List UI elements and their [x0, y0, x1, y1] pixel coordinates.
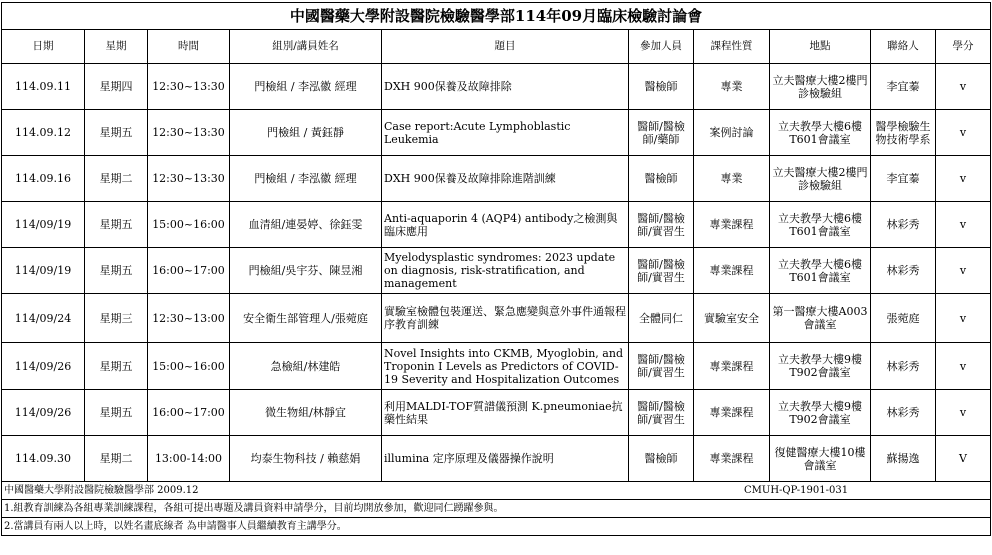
cell-weekday: 星期五: [85, 110, 148, 156]
cell-topic: 利用MALDI-TOF質譜儀預測 K.pneumoniae抗藥性結果: [382, 390, 629, 436]
footer-org-cell: [2, 482, 871, 500]
cell-date: 114/09/19: [2, 202, 85, 248]
cell-location: 立夫教學大樓6樓T601會議室: [770, 110, 871, 156]
cell-type: 專業課程: [694, 343, 770, 390]
cell-topic: illumina 定序原理及儀器操作說明: [382, 436, 629, 482]
table-row: [2, 248, 991, 294]
cell-contact: 林彩秀: [871, 202, 936, 248]
cell-date: 114.09.30: [2, 436, 85, 482]
header-type: 課程性質: [694, 30, 770, 64]
cell-weekday: 星期二: [85, 156, 148, 202]
cell-time: 15:00~16:00: [148, 343, 230, 390]
cell-type: 專業課程: [694, 390, 770, 436]
cell-topic: DXH 900保養及故障排除: [382, 64, 629, 110]
table-row: [2, 390, 991, 436]
cell-contact: 醫學檢驗生物技術學系: [871, 110, 936, 156]
cell-date: 114/09/26: [2, 390, 85, 436]
cell-date: 114.09.11: [2, 64, 85, 110]
cell-topic: Case report:Acute Lymphoblastic Leukemia: [382, 110, 629, 156]
cell-date: 114.09.12: [2, 110, 85, 156]
cell-weekday: 星期三: [85, 294, 148, 343]
header-contact: 聯絡人: [871, 30, 936, 64]
cell-location: 立夫教學大樓9樓T902會議室: [770, 390, 871, 436]
header-row: [2, 30, 991, 64]
cell-contact: 蘇揚逸: [871, 436, 936, 482]
footer-note-2: 2.當講員有兩人以上時，以姓名畫底線者 為申請醫事人員繼續教育主講學分。: [2, 518, 991, 536]
cell-contact: 林彩秀: [871, 343, 936, 390]
cell-credit: v: [936, 110, 991, 156]
cell-type: 專業課程: [694, 248, 770, 294]
cell-location: 立夫教學大樓6樓T601會議室: [770, 248, 871, 294]
table-row: [2, 202, 991, 248]
cell-location: 立夫教學大樓9樓T902會議室: [770, 343, 871, 390]
cell-credit: v: [936, 156, 991, 202]
cell-attendees: 全體同仁: [629, 294, 694, 343]
cell-time: 12:30~13:30: [148, 64, 230, 110]
cell-weekday: 星期二: [85, 436, 148, 482]
cell-time: 16:00~17:00: [148, 390, 230, 436]
cell-location: 立夫醫療大樓2樓門診檢驗組: [770, 156, 871, 202]
table-row: [2, 110, 991, 156]
header-time: 時間: [148, 30, 230, 64]
cell-time: 15:00~16:00: [148, 202, 230, 248]
cell-date: 114/09/19: [2, 248, 85, 294]
cell-type: 實驗室安全: [694, 294, 770, 343]
schedule-table: [1, 2, 991, 536]
page-title: 中國醫藥大學附設醫院檢驗醫學部114年09月臨床檢驗討論會: [2, 3, 991, 30]
cell-time: 12:30~13:30: [148, 156, 230, 202]
cell-speaker: 門檢組 / 黃鈺靜: [230, 110, 382, 156]
table-row: [2, 343, 991, 390]
cell-type: 專業課程: [694, 436, 770, 482]
cell-type: 專業: [694, 156, 770, 202]
cell-time: 13:00-14:00: [148, 436, 230, 482]
cell-speaker: 均泰生物科技 / 賴慈娟: [230, 436, 382, 482]
cell-location: 立夫醫療大樓2樓門診檢驗組: [770, 64, 871, 110]
cell-date: 114/09/26: [2, 343, 85, 390]
cell-speaker: 安全衛生部管理人/張菀庭: [230, 294, 382, 343]
cell-topic: DXH 900保養及故障排除進階訓練: [382, 156, 629, 202]
footer-org: 中國醫藥大學附設醫院檢驗醫學部 2009.12: [4, 485, 199, 496]
cell-contact: 林彩秀: [871, 390, 936, 436]
cell-location: 復健醫療大樓10樓會議室: [770, 436, 871, 482]
cell-credit: v: [936, 343, 991, 390]
cell-attendees: 醫檢師: [629, 64, 694, 110]
header-weekday: 星期: [85, 30, 148, 64]
cell-time: 16:00~17:00: [148, 248, 230, 294]
cell-attendees: 醫師/醫檢師/藥師: [629, 110, 694, 156]
footer-note-1: 1.組教育訓練為各組專業訓練課程，各組可提出專題及講員資料申請學分，目前均開放參加，歡迎同仁踴躍參與。: [2, 500, 991, 518]
header-attendees: 參加人員: [629, 30, 694, 64]
cell-speaker: 急檢組/林建皓: [230, 343, 382, 390]
cell-speaker: 門檢組 / 李泓徽 經理: [230, 156, 382, 202]
cell-weekday: 星期五: [85, 343, 148, 390]
cell-topic: Myelodysplastic syndromes: 2023 update on diagnosis, risk-stratification, and management: [382, 248, 629, 294]
footer-code: CMUH-QP-1901-031: [744, 485, 849, 496]
cell-weekday: 星期五: [85, 202, 148, 248]
cell-type: 專業: [694, 64, 770, 110]
cell-topic: 實驗室檢體包裝運送、緊急應變與意外事件通報程序教育訓練: [382, 294, 629, 343]
header-topic: 題目: [382, 30, 629, 64]
cell-contact: 李宜蓁: [871, 156, 936, 202]
cell-contact: 林彩秀: [871, 248, 936, 294]
header-speaker: 組別/講員姓名: [230, 30, 382, 64]
cell-speaker: 門檢組 / 李泓徽 經理: [230, 64, 382, 110]
cell-topic: Anti-aquaporin 4 (AQP4) antibody之檢測與臨床應用: [382, 202, 629, 248]
cell-type: 案例討論: [694, 110, 770, 156]
table-row: [2, 64, 991, 110]
cell-weekday: 星期四: [85, 64, 148, 110]
cell-speaker: 門檢組/吳宇芬、陳昱湘: [230, 248, 382, 294]
cell-credit: v: [936, 64, 991, 110]
cell-attendees: 醫師/醫檢師/實習生: [629, 390, 694, 436]
cell-speaker: 血清組/連晏婷、徐鈺雯: [230, 202, 382, 248]
cell-location: 立夫教學大樓6樓T601會議室: [770, 202, 871, 248]
cell-speaker: 微生物組/林靜宜: [230, 390, 382, 436]
cell-time: 12:30~13:00: [148, 294, 230, 343]
cell-attendees: 醫師/醫檢師/實習生: [629, 343, 694, 390]
table-row: [2, 436, 991, 482]
cell-type: 專業課程: [694, 202, 770, 248]
cell-location: 第一醫療大樓A003會議室: [770, 294, 871, 343]
header-date: 日期: [2, 30, 85, 64]
cell-contact: 李宜蓁: [871, 64, 936, 110]
cell-credit: V: [936, 436, 991, 482]
table-row: [2, 156, 991, 202]
cell-weekday: 星期五: [85, 390, 148, 436]
cell-topic: Novel Insights into CKMB, Myoglobin, and Troponin I Levels as Predictors of COVID-19 Severity and Hospitalization Outcomes: [382, 343, 629, 390]
cell-credit: v: [936, 202, 991, 248]
cell-attendees: 醫檢師: [629, 436, 694, 482]
table-row: [2, 294, 991, 343]
cell-date: 114.09.16: [2, 156, 85, 202]
header-location: 地點: [770, 30, 871, 64]
cell-date: 114/09/24: [2, 294, 85, 343]
cell-attendees: 醫檢師: [629, 156, 694, 202]
cell-credit: v: [936, 248, 991, 294]
cell-credit: v: [936, 390, 991, 436]
cell-credit: v: [936, 294, 991, 343]
cell-attendees: 醫師/醫檢師/實習生: [629, 248, 694, 294]
cell-time: 12:30~13:30: [148, 110, 230, 156]
cell-attendees: 醫師/醫檢師/實習生: [629, 202, 694, 248]
header-credit: 學分: [936, 30, 991, 64]
cell-contact: 張菀庭: [871, 294, 936, 343]
cell-weekday: 星期五: [85, 248, 148, 294]
